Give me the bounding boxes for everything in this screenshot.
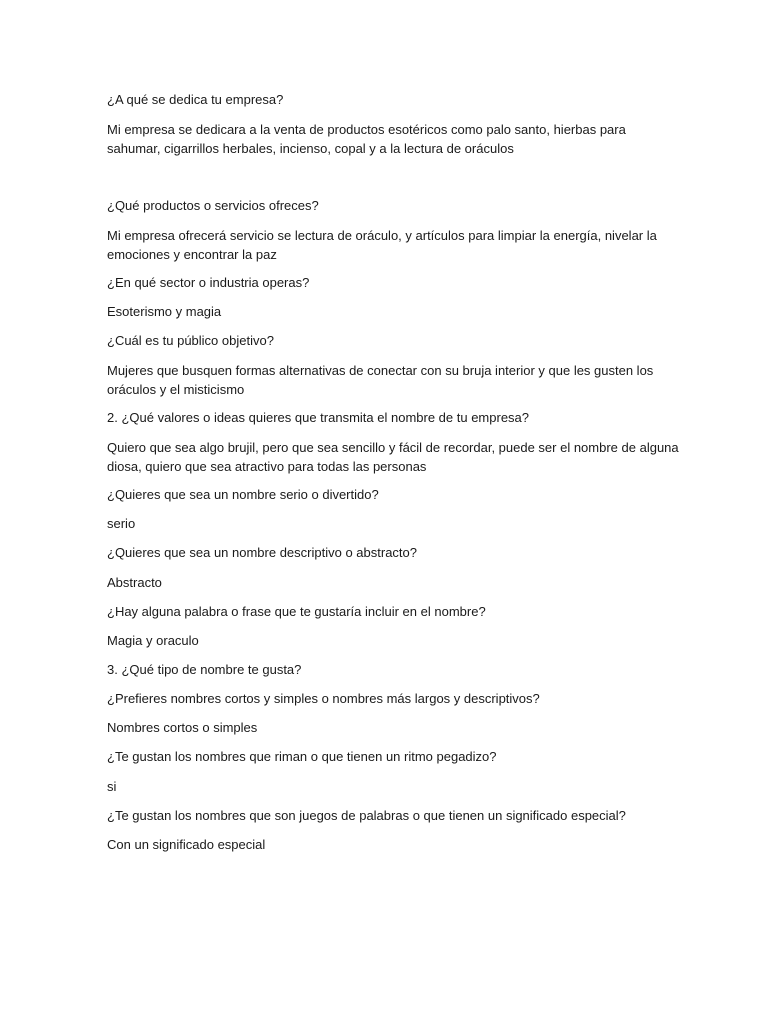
question-line: ¿Quieres que sea un nombre descriptivo o abstracto?	[107, 545, 418, 560]
answer-line: Magia y oraculo	[107, 633, 199, 648]
answer-line: serio	[107, 516, 136, 531]
answer-line: Esoterismo y magia	[107, 304, 222, 319]
question-line: ¿Te gustan los nombres que riman o que tienen un ritmo pegadizo?	[107, 749, 497, 764]
question-line: ¿En qué sector o industria operas?	[107, 275, 310, 290]
question-line: ¿Quieres que sea un nombre serio o divertido?	[107, 487, 379, 502]
question-line: 3. ¿Qué tipo de nombre te gusta?	[107, 662, 302, 677]
question-line: ¿Prefieres nombres cortos y simples o nombres más largos y descriptivos?	[107, 691, 540, 706]
question-line: ¿A qué se dedica tu empresa?	[107, 92, 284, 107]
answer-line: Mi empresa ofrecerá servicio se lectura de oráculo, y artículos para limpiar la energía, nivelar la	[107, 228, 657, 243]
answer-line: Abstracto	[107, 575, 162, 590]
question-line: ¿Cuál es tu público objetivo?	[107, 333, 274, 348]
answer-line: Con un significado especial	[107, 837, 266, 852]
answer-line: Mujeres que busquen formas alternativas de conectar con su bruja interior y que les gusten los	[107, 363, 654, 378]
answer-line: Nombres cortos o simples	[107, 720, 258, 735]
question-line: 2. ¿Qué valores o ideas quieres que transmita el nombre de tu empresa?	[107, 410, 530, 425]
question-line: ¿Hay alguna palabra o frase que te gustaría incluir en el nombre?	[107, 604, 486, 619]
answer-line: sahumar, cigarrillos herbales, incienso, copal y a la lectura de oráculos	[107, 141, 514, 156]
answer-line: Quiero que sea algo brujil, pero que sea sencillo y fácil de recordar, puede ser el nombre de alguna	[107, 440, 679, 455]
answer-line: emociones y encontrar la paz	[107, 247, 277, 262]
answer-line: oráculos y el misticismo	[107, 382, 245, 397]
question-line: ¿Te gustan los nombres que son juegos de palabras o que tienen un significado especial?	[107, 808, 626, 823]
question-line: ¿Qué productos o servicios ofreces?	[107, 198, 319, 213]
answer-line: diosa, quiero que sea atractivo para todas las personas	[107, 459, 427, 474]
answer-line: Mi empresa se dedicara a la venta de productos esotéricos como palo santo, hierbas para	[107, 122, 626, 137]
answer-line: si	[107, 779, 117, 794]
